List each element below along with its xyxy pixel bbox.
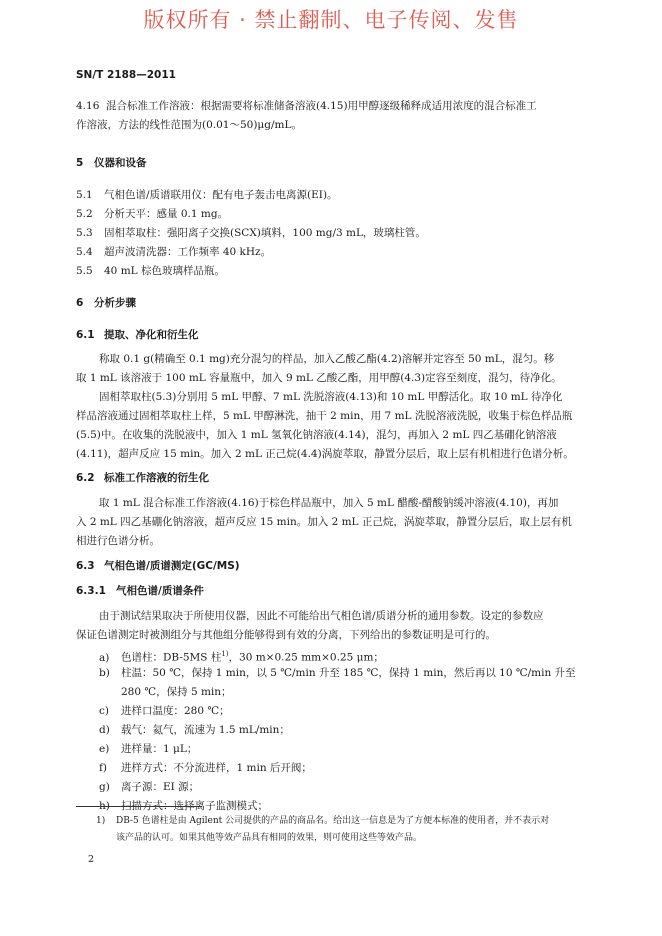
list-letter: g) (99, 781, 110, 793)
section-title: 仪器和设备 (94, 157, 147, 169)
section-number: 4.16 (76, 100, 100, 112)
section-4-16-line-2: 作溶液，方法的线性范围为(0.01～50)μg/mL。 (76, 119, 302, 131)
list-item (99, 761, 312, 775)
list-text: 进样口温度：280 ℃； (121, 705, 230, 717)
section-number: 6.3.1 (76, 585, 106, 597)
footnote-text: DB-5 色谱柱是由 Agilent 公司提供的产品的商品名。给出这一信息是为了方便本标准的使用者，并不表示对 (116, 816, 550, 826)
list-letter: b) (99, 667, 110, 679)
list-item (99, 704, 230, 718)
list-letter: f) (99, 762, 107, 774)
list-text: 进样方式：不分流进样，1 min 后开阀； (121, 762, 312, 774)
standard-number: SN/T 2188—2011 (76, 69, 176, 81)
paragraph-line: 由于测试结果取决于所使用仪器，因此不可能给出气相色谱/质谱分析的通用参数。设定的参数应 (99, 610, 544, 622)
section-6-3-heading (76, 559, 240, 573)
item-text: 超声波清洗器：工作频率 40 kHz。 (104, 246, 272, 258)
paragraph-line: (5.5)中。在收集的洗脱液中，加入 1 mL 氢氧化钠溶液(4.14)，混匀，再加入 2 mL 四乙基硼化钠溶液 (76, 429, 557, 441)
section-number: 6.3 (76, 560, 95, 572)
item-5-1 (76, 188, 338, 202)
paragraph-line: 称取 0.1 g(精确至 0.1 mg)充分混匀的样品，加入乙酸乙酯(4.2)溶解并定容至 50 mL，混匀。移 (99, 353, 555, 365)
list-item (99, 780, 199, 794)
item-number: 5.4 (76, 246, 93, 258)
list-text: 色谱柱：DB-5MS 柱 (121, 651, 222, 664)
footnote-line-1 (96, 814, 549, 828)
section-title: 标准工作溶液的衍生化 (104, 472, 209, 484)
list-text: 载气：氦气，流速为 1.5 mL/min； (121, 724, 290, 736)
list-letter: h) (99, 800, 110, 812)
paragraph-line: 样品溶液通过固相萃取柱上样，5 mL 甲醇淋洗，抽干 2 min，用 7 mL 洗脱溶液洗脱，收集于棕色样品瓶 (76, 410, 573, 422)
list-item (99, 647, 384, 665)
section-6-1-heading (76, 328, 199, 342)
section-6-3-1-heading (76, 584, 204, 598)
list-text: 离子源：EI 源； (121, 781, 200, 793)
list-item (99, 723, 290, 737)
paragraph-line: 保证色谱测定时被测组分与其他组分能够得到有效的分离，下列给出的参数证明是可行的。 (76, 629, 496, 641)
copyright-watermark: 版权所有 · 禁止翻制、电子传阅、发售 (143, 8, 519, 32)
footnote-mark: 1) (96, 816, 106, 826)
footnote-line-2: 该产品的认可。如果其他等效产品具有相同的效果，则可使用这些等效产品。 (116, 833, 423, 843)
item-5-4 (76, 245, 271, 259)
list-text: 柱温：50 ℃，保持 1 min，以 5 ℃/min 升至 185 ℃，保持 1 min，然后再以 10 ℃/min 升至 (121, 667, 576, 679)
paragraph-line: 入 2 mL 四乙基硼化钠溶液，超声反应 15 min。加入 2 mL 正己烷，涡旋萃取，静置分层后，取上层有机 (76, 516, 572, 528)
item-5-3 (76, 226, 426, 240)
section-4-16-line-1 (76, 99, 537, 113)
list-letter: a) (99, 651, 110, 664)
paragraph-line: (4.11)，超声反应 15 min。加入 2 mL 正己烷(4.4)涡旋萃取，静置分层后，取上层有机相进行色谱分析。 (76, 448, 574, 460)
section-number: 6.2 (76, 472, 95, 484)
footnote-ref: 1) (221, 650, 229, 658)
section-number: 5 (76, 157, 84, 169)
paragraph-line: 相进行色谱分析。 (76, 535, 160, 547)
section-6-heading (76, 296, 136, 310)
list-item (99, 666, 576, 680)
paragraph-line: 固相萃取柱(5.3)分别用 5 mL 甲醇、7 mL 洗脱溶液(4.13)和 10 mL 甲醇活化。取 10 mL 待净化 (99, 391, 563, 403)
list-letter: c) (99, 705, 109, 717)
item-number: 5.3 (76, 227, 93, 239)
list-item-continuation: 280 ℃，保持 5 min； (121, 686, 232, 698)
section-6-2-heading (76, 471, 209, 485)
section-number: 6.1 (76, 329, 95, 341)
section-text: 混合标准工作溶液：根据需要将标准储备溶液(4.15)用甲醇逐级稀释成适用浓度的混合标准工 (106, 100, 537, 112)
list-text: 扫描方式：选择离子监测模式； (121, 800, 268, 812)
item-text: 固相萃取柱：强阳离子交换(SCX)填料，100 mg/3 mL，玻璃柱管。 (104, 227, 426, 239)
list-text-cont: ，30 m×0.25 mm×0.25 μm； (228, 651, 384, 664)
paragraph-line: 取 1 mL 混合标准工作溶液(4.16)于棕色样品瓶中，加入 5 mL 醋酸-醋酸钠缓冲溶液(4.10)，再加 (99, 497, 559, 509)
item-number: 5.5 (76, 265, 93, 277)
section-title: 分析步骤 (94, 297, 136, 309)
page-number: 2 (88, 854, 95, 865)
section-title: 气相色谱/质谱测定(GC/MS) (104, 560, 240, 572)
item-text: 分析天平：感量 0.1 mg。 (104, 208, 229, 220)
list-item (99, 742, 197, 756)
list-text: 进样量：1 μL； (121, 743, 198, 755)
item-5-5 (76, 264, 225, 278)
section-5-heading (76, 156, 147, 170)
section-number: 6 (76, 297, 84, 309)
list-letter: e) (99, 743, 110, 755)
list-letter: d) (99, 724, 110, 736)
item-number: 5.2 (76, 208, 93, 220)
item-text: 气相色谱/质谱联用仪：配有电子轰击电离源(EI)。 (104, 189, 338, 201)
item-number: 5.1 (76, 189, 93, 201)
paragraph-line: 取 1 mL 该溶液于 100 mL 容量瓶中，加入 9 mL 乙酸乙酯，用甲醇(4.3)定容至刻度，混匀，待净化。 (76, 372, 562, 384)
section-title: 提取、净化和衍生化 (104, 329, 199, 341)
footnote-divider (76, 806, 202, 807)
item-5-2 (76, 207, 228, 221)
section-title: 气相色谱/质谱条件 (116, 585, 204, 597)
item-text: 40 mL 棕色玻璃样品瓶。 (104, 265, 225, 277)
